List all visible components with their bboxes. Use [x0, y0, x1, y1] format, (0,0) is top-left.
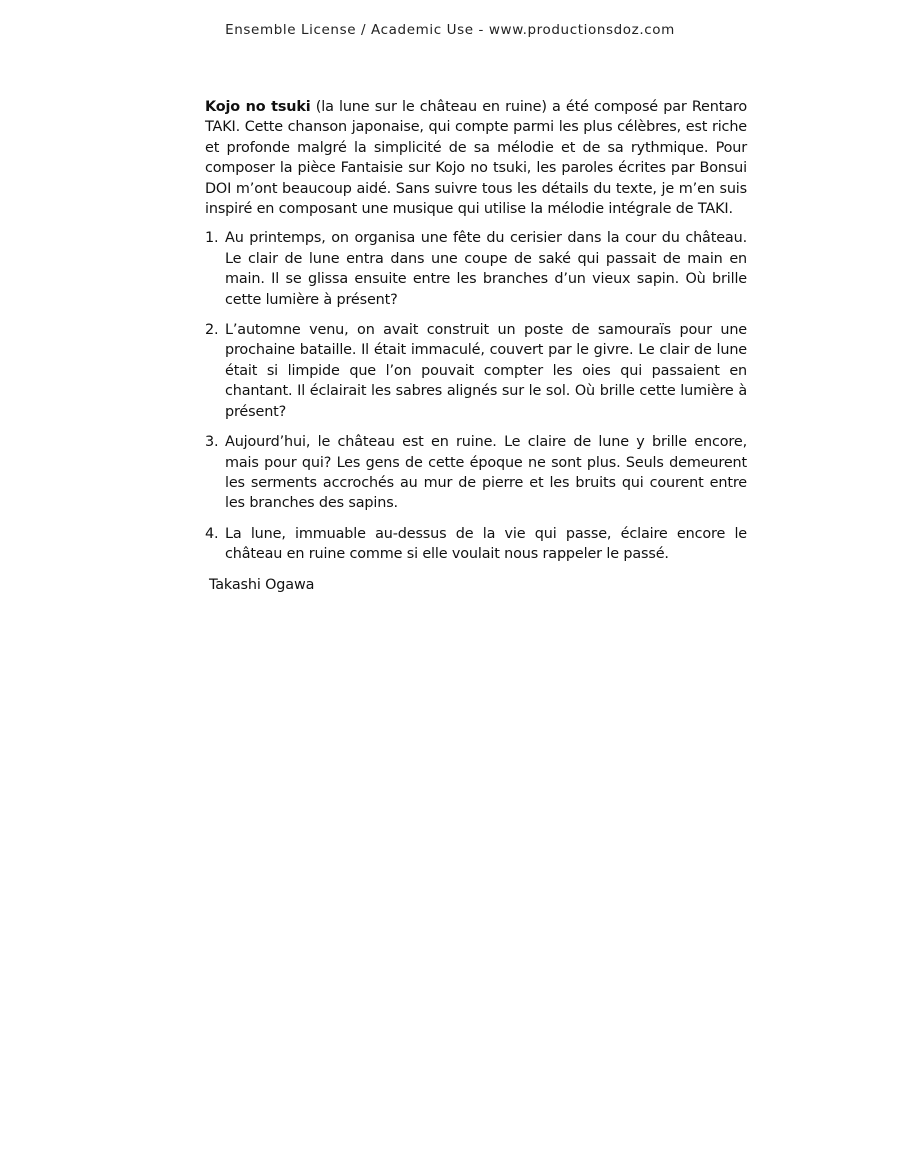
verse-item: [205, 228, 747, 310]
document-body: [205, 97, 747, 595]
author-signature: Takashi Ogawa: [209, 576, 315, 593]
piece-title: Kojo no tsuki: [205, 99, 311, 115]
verse-item: [205, 524, 747, 565]
intro-paragraph: [205, 97, 747, 219]
verse-number: 1.: [205, 230, 219, 247]
verse-text: Au printemps, on organisa une fête du cerisier dans la cour du château. Le clair de lune entra dans une coupe de saké qui passait de main en main. Il se glissa ensuite entre les branches d’un vieux sapin. Où brille cette lumière à présent?: [225, 230, 747, 308]
verse-number: 4.: [205, 525, 219, 542]
verse-list: [205, 228, 747, 564]
verse-item: [205, 432, 747, 514]
verse-text: Aujourd’hui, le château est en ruine. Le claire de lune y brille encore, mais pour qui? Les gens de cette époque ne sont plus. Seuls demeurent les serments accrochés au mur de pierre et les bruits qui courent entre les branches des sapins.: [225, 434, 747, 512]
verse-number: 2.: [205, 322, 219, 339]
verse-text: La lune, immuable au-dessus de la vie qui passe, éclaire encore le château en ruine comme si elle voulait nous rappeler le passé.: [225, 525, 747, 563]
verse-item: [205, 320, 747, 422]
verse-text: L’automne venu, on avait construit un poste de samouraïs pour une prochaine bataille. Il était immaculé, couvert par le givre. Le clair de lune était si limpide que l’on pouvait compter les oies qui passaient en chantant. Il éclairait les sabres alignés sur le sol. Où brille cette lumière à présent?: [225, 322, 747, 420]
intro-text: (la lune sur le château en ruine) a été composé par Rentaro TAKI. Cette chanson japonaise, qui compte parmi les plus célèbres, est riche et profonde malgré la simplicité de sa mélodie et de sa rythmique. Pour composer la pièce Fantaisie sur Kojo no tsuki, les paroles écrites par Bonsui DOI m’ont beaucoup aidé. Sans suivre tous les détails du texte, je m’en suis inspiré en composant une musique qui utilise la mélodie intégrale de TAKI.: [205, 99, 747, 218]
verse-number: 3.: [205, 434, 219, 451]
page-header: Ensemble License / Academic Use - www.productionsdoz.com: [225, 22, 675, 38]
